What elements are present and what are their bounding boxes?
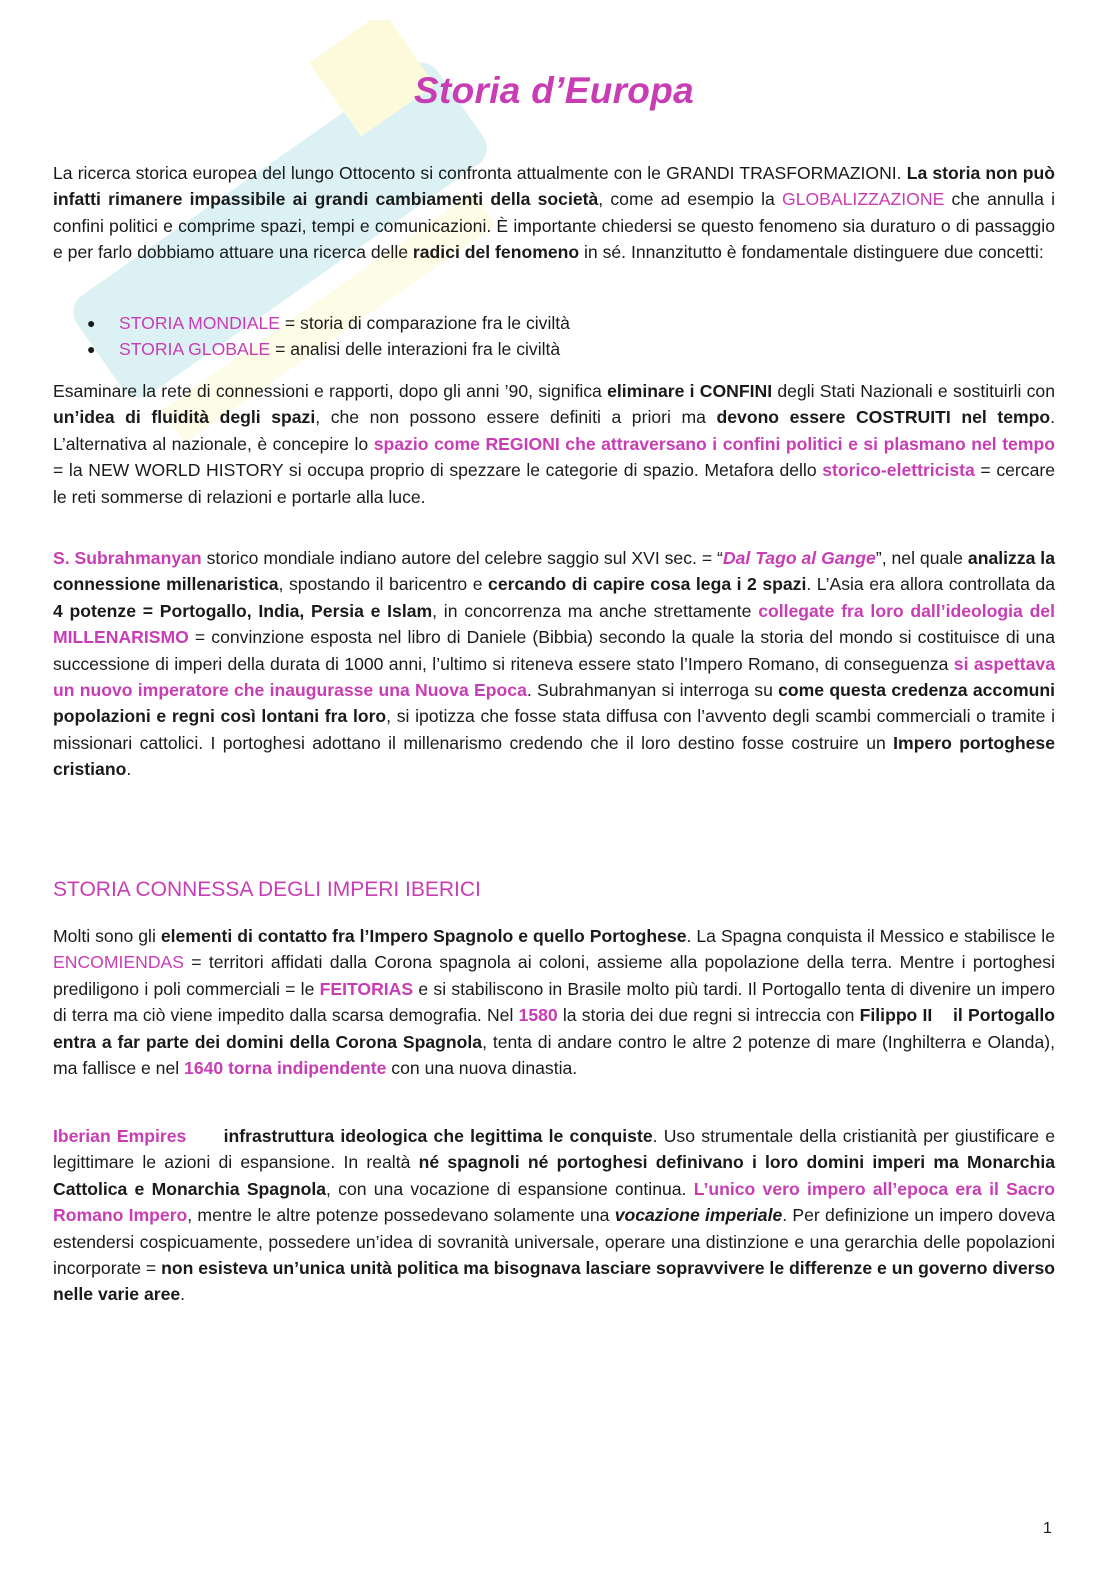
- bold-run: un’idea di fluidità degli spazi: [53, 407, 316, 428]
- highlight-run: si aspettava un nuovo imperatore che inaugurasse una Nuova Epoca: [53, 653, 1055, 701]
- text-run: , con una vocazione di espansione continua.: [326, 1178, 694, 1199]
- text-run: , come ad esempio la: [598, 189, 783, 210]
- text-run: = convinzione esposta nel libro di Daniele (Bibbia) secondo la quale la storia del mondo si costituisce di una successione di imperi della durata di 1000 anni, l’ultimo si riteneva essere stato l’Impero Romano, di conseguenza: [53, 627, 1055, 674]
- text-run: .: [126, 759, 132, 780]
- paragraph-iberian: [53, 1123, 1055, 1308]
- text-run: , spostando il baricentro e: [278, 574, 489, 595]
- bold-run: né spagnoli né portoghesi definivano i loro domini imperi ma Monarchia Cattolica e Monarchia Spagnola: [53, 1152, 1056, 1199]
- highlight-run: L’unico vero impero all’epoca era il Sacro Romano Impero: [53, 1178, 1055, 1226]
- text-run: . La Spagna conquista il Messico e stabilisce le: [686, 926, 1055, 946]
- bold-run: La storia non può infatti rimanere impassibile ai grandi cambiamenti della società: [53, 163, 1055, 210]
- text-run: che annulla i confini politici e comprime spazi, tempi e comunicazioni. È importante chiedersi se questo fenomeno sia duraturo o di passaggio e per farlo dobbiamo attuare una ricerca delle: [53, 189, 1055, 263]
- text-run: .: [180, 1284, 186, 1305]
- text-run: , si ipotizza che fosse stata diffusa con l’avvento degli scambi commerciali o tramite i missionari cattolici. I portoghesi adottano il millenarismo credendo che il loro destino fosse costruire un: [53, 706, 1055, 753]
- page-number: 1: [1043, 1520, 1052, 1537]
- list-item: [87, 336, 787, 362]
- list-item: [87, 310, 787, 336]
- text-run: Esaminare la rete di connessioni e rapporti, dopo gli anni ’90, significa: [53, 381, 608, 401]
- bold-run: il Portogallo entra a far parte dei domini della Corona Spagnola: [53, 1005, 1056, 1052]
- list-term: STORIA MONDIALE: [119, 313, 280, 333]
- text-run: . L’Asia era allora controllata da: [806, 574, 1055, 595]
- bold-run: analizza la connessione millenaristica: [53, 548, 1055, 595]
- bullet-icon: ●: [87, 315, 96, 331]
- text-run: , che non possono essere definiti a priori ma: [315, 407, 717, 428]
- text-run: ”, nel quale: [875, 548, 968, 568]
- bold-run: cercando di capire cosa lega i 2 spazi: [488, 574, 807, 595]
- bold-run: Filippo II: [859, 1005, 933, 1026]
- bold-run: 4 potenze = Portogallo, India, Persia e Islam: [53, 600, 433, 621]
- text-run: in sé. Innanzitutto è fondamentale distinguere due concetti:: [579, 242, 1044, 263]
- bold-run: elementi di contatto fra l’Impero Spagnolo e quello Portoghese: [160, 926, 687, 946]
- arrow-gap: [932, 1005, 953, 1025]
- paragraph-confini: [53, 378, 1055, 510]
- text-run: = territori affidati dalla Corona spagnola ai coloni, assieme alla popolazione della terra. Mentre i portoghesi prediligono i poli commerciali = le: [53, 952, 1055, 999]
- bold-run: eliminare i CONFINI: [607, 381, 773, 401]
- list-definition: = storia di comparazione fra le civiltà: [280, 313, 570, 333]
- text-run: = la NEW WORLD HISTORY si occupa proprio di spezzare le categorie di spazio. Metafora dello: [53, 460, 823, 481]
- text-run: . Uso strumentale della cristianità per giustificare e legittimare le azioni di espansione. In realtà: [53, 1126, 1055, 1173]
- bold-run: non esisteva un’unica unità politica ma bisognava lasciare sopravvivere le differenze e un governo diverso nelle varie aree: [53, 1258, 1055, 1305]
- highlight-run: GLOBALIZZAZIONE: [782, 189, 945, 210]
- text-run: , in concorrenza ma anche strettamente: [432, 600, 759, 621]
- highlight-run: ENCOMIENDAS: [53, 952, 184, 973]
- highlight-run: collegate fra loro dall’ideologia del MILLENARISMO: [53, 600, 1055, 648]
- text-run: La ricerca storica europea del lungo Ottocento si confronta attualmente con le GRANDI TRASFORMAZIONI.: [53, 163, 907, 183]
- arrow-gap: [186, 1126, 223, 1146]
- text-run: con una nuova dinastia.: [386, 1058, 578, 1079]
- list-definition: = analisi delle interazioni fra le civiltà: [270, 339, 561, 360]
- highlight-run: spazio come REGIONI che attraversano i confini politici e si plasmano nel tempo: [373, 433, 1055, 454]
- highlight-run: 1640 torna indipendente: [184, 1058, 387, 1079]
- bullet-icon: ●: [87, 341, 96, 358]
- text-run: , tenta di andare contro le altre 2 potenze di mare (Inghilterra e Olanda), ma fallisce e nel: [53, 1031, 1056, 1079]
- list-term: STORIA GLOBALE: [119, 339, 271, 360]
- paragraph-subrahmanyan: [53, 545, 1055, 783]
- text-run: storico mondiale indiano autore del celebre saggio sul XVI sec. = “: [201, 548, 723, 568]
- bold-run: Impero portoghese cristiano: [53, 732, 1055, 780]
- bold-run: come questa credenza accomuni popolazioni e regni così lontani fra loro: [53, 680, 1055, 727]
- highlight-run: Dal Tago al Gange: [722, 548, 876, 568]
- text-run: degli Stati Nazionali e sostituirli con: [772, 381, 1055, 401]
- concept-list: [87, 310, 787, 363]
- section-heading: STORIA CONNESSA DEGLI IMPERI IBERICI: [53, 878, 481, 901]
- text-run: Molti sono gli: [53, 926, 161, 946]
- bold-run: vocazione imperiale: [614, 1205, 783, 1226]
- text-run: = cercare le reti sommerse di relazioni e portarle alla luce.: [53, 460, 1056, 507]
- bold-run: radici del fenomeno: [412, 242, 580, 263]
- text-run: la storia dei due regni si intreccia con: [557, 1005, 860, 1026]
- highlight-run: FEITORIAS: [319, 978, 414, 999]
- text-run: . Per definizione un impero doveva estendersi cospicuamente, possedere un’idea di sovranità universale, operare una distinzione e una gerarchia delle popolazioni incorporate =: [53, 1205, 1055, 1279]
- highlight-run: storico-elettricista: [822, 460, 975, 481]
- text-run: e si stabiliscono in Brasile molto più tardi. Il Portogallo tenta di divenire un impero di terra ma ciò viene impedito dalla scarsa demografia. Nel: [53, 978, 1055, 1026]
- highlight-run: Iberian Empires: [53, 1126, 187, 1146]
- paragraph-imperi: [53, 923, 1055, 1081]
- text-run: . L’alternativa al nazionale, è concepire lo: [53, 407, 1056, 454]
- highlight-run: 1580: [518, 1005, 558, 1026]
- bold-run: devono essere COSTRUITI nel tempo: [716, 407, 1051, 428]
- paragraph-intro: [53, 160, 1055, 266]
- page-title: Storia d’Europa: [414, 70, 694, 111]
- bold-run: infrastruttura ideologica che legittima le conquiste: [223, 1126, 653, 1146]
- text-run: . Subrahmanyan si interroga su: [526, 680, 779, 701]
- highlight-run: S. Subrahmanyan: [53, 548, 202, 568]
- text-run: , mentre le altre potenze possedevano solamente una: [187, 1205, 615, 1226]
